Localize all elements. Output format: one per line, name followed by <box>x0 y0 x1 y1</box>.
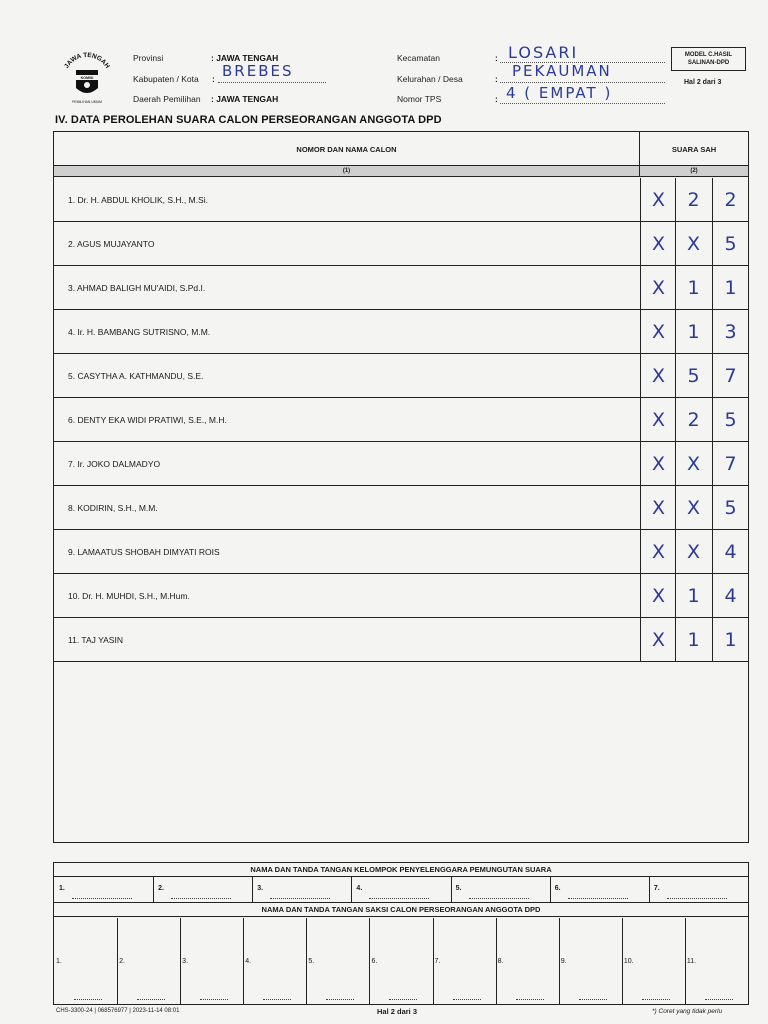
kpps-signature-cell <box>54 877 153 903</box>
col-header-votes: SUARA SAH <box>671 144 717 154</box>
vote-table-number-row <box>54 166 748 177</box>
column-divider <box>622 918 623 1004</box>
candidate-row <box>54 354 748 398</box>
kpps-signature-cell <box>550 877 649 903</box>
column-divider <box>153 877 154 903</box>
vote-digit: 1 <box>724 629 737 651</box>
header-page-number: Hal 2 dari 3 <box>684 79 722 86</box>
kpps-signature-cell <box>252 877 351 903</box>
column-divider <box>351 877 352 903</box>
footer-note: *) Coret yang tidak perlu <box>652 1008 723 1015</box>
saksi-number: 1. <box>56 958 62 965</box>
kabupaten-handwritten: BREBES <box>222 62 294 80</box>
candidate-row <box>54 178 748 222</box>
saksi-number: 11. <box>686 958 697 965</box>
saksi-number: 4. <box>245 958 252 965</box>
vote-digit: X <box>651 541 666 563</box>
kpps-signature-cell <box>351 877 450 903</box>
signature-dots <box>453 999 481 1000</box>
candidate-name: 11. TAJ YASIN <box>68 635 123 645</box>
vote-table-header <box>54 132 748 166</box>
logo-bottom-text: PEMILIHAN UMUM <box>72 100 102 104</box>
saksi-number: 10. <box>623 958 634 965</box>
candidate-row <box>54 310 748 354</box>
logo-top-text: JAWA TENGAH <box>63 51 111 70</box>
saksi-signature-row <box>54 918 748 1004</box>
vote-digit: X <box>651 497 666 519</box>
signature-dots <box>137 999 165 1000</box>
column-divider <box>369 918 370 1004</box>
col-number-votes: (2) <box>690 168 698 174</box>
vote-digit: 1 <box>687 321 700 343</box>
signature-dots <box>516 999 544 1000</box>
kelurahan-dots <box>500 82 665 83</box>
tps-prefix: : <box>495 94 498 104</box>
vote-digit: 1 <box>687 585 700 607</box>
candidate-row <box>54 486 748 530</box>
tps-label: Nomor TPS <box>397 94 442 104</box>
kpps-number: 1. <box>59 885 65 892</box>
tps-handwritten: 4 ( EMPAT ) <box>506 84 613 102</box>
candidate-name: 5. CASYTHA A. KATHMANDU, S.E. <box>68 371 204 381</box>
vote-digit: X <box>651 233 666 255</box>
logo-band-text: KOMISI <box>80 76 94 80</box>
vote-digit: X <box>651 629 666 651</box>
kpps-number: 7. <box>653 885 660 892</box>
kpps-number: 3. <box>257 885 264 892</box>
vote-digit: X <box>651 453 666 475</box>
column-divider <box>559 918 560 1004</box>
vote-digit: 2 <box>687 189 700 211</box>
vote-digit: 1 <box>687 277 700 299</box>
saksi-signature-cell <box>559 918 622 1004</box>
kpps-number: 5. <box>455 885 462 892</box>
vote-digit: X <box>686 453 701 475</box>
vote-digit: 5 <box>687 365 700 387</box>
column-divider <box>180 918 181 1004</box>
candidate-name: 10. Dr. H. MUHDI, S.H., M.Hum. <box>68 591 190 601</box>
dapil-value: : JAWA TENGAH <box>211 94 279 104</box>
candidate-name: 4. Ir. H. BAMBANG SUTRISNO, M.M. <box>68 327 211 337</box>
vote-digit: 2 <box>724 189 737 211</box>
saksi-signature-cell <box>180 918 243 1004</box>
vote-digit: 1 <box>687 629 700 651</box>
saksi-signature-cell <box>54 918 117 1004</box>
vote-digit: X <box>651 409 666 431</box>
saksi-signature-cell <box>433 918 496 1004</box>
vote-digit: X <box>651 585 666 607</box>
vote-digit: 7 <box>724 365 737 387</box>
vote-digit: 7 <box>724 453 737 475</box>
signature-dots <box>263 999 291 1000</box>
vote-table <box>53 131 749 843</box>
signature-dots <box>667 898 727 899</box>
candidate-name: 8. KODIRIN, S.H., M.M. <box>68 503 158 513</box>
candidate-row <box>54 442 748 486</box>
candidate-row <box>54 530 748 574</box>
dapil-label: Daerah Pemilihan <box>133 94 201 104</box>
kelurahan-prefix: : <box>495 74 498 84</box>
vote-digit: 5 <box>724 233 737 255</box>
saksi-signature-cell <box>369 918 432 1004</box>
vote-digit: 1 <box>724 277 737 299</box>
section-title: IV. DATA PEROLEHAN SUARA CALON PERSEORANGAN ANGGOTA DPD <box>55 114 442 126</box>
kpps-number: 6. <box>554 885 561 892</box>
model-line1: MODEL C.HASIL <box>684 52 733 58</box>
saksi-signature-cell <box>685 918 748 1004</box>
kecamatan-prefix: : <box>495 53 498 63</box>
signature-dots <box>389 999 417 1000</box>
candidate-name: 9. LAMAATUS SHOBAH DIMYATI ROIS <box>68 547 220 557</box>
saksi-number: 3. <box>182 958 189 965</box>
model-box <box>671 47 746 71</box>
signature-dots <box>469 898 529 899</box>
signature-dots <box>705 999 733 1000</box>
column-divider <box>433 918 434 1004</box>
signature-dots <box>369 898 429 899</box>
kelurahan-label: Kelurahan / Desa <box>397 74 463 84</box>
kecamatan-handwritten: LOSARI <box>508 43 579 62</box>
saksi-title: NAMA DAN TANDA TANGAN SAKSI CALON PERSEORANGAN ANGGOTA DPD <box>54 903 748 917</box>
vote-digit: 5 <box>724 497 737 519</box>
candidate-row <box>54 574 748 618</box>
kpps-signature-cell <box>649 877 748 903</box>
vote-digit: 3 <box>724 321 737 343</box>
saksi-signature-cell <box>496 918 559 1004</box>
candidate-name: 7. Ir. JOKO DALMADYO <box>68 459 161 469</box>
vote-digit: X <box>651 365 666 387</box>
candidate-row <box>54 266 748 310</box>
signature-dots <box>74 999 102 1000</box>
vote-digit: 4 <box>724 585 737 607</box>
column-divider <box>252 877 253 903</box>
saksi-number: 2. <box>119 958 125 965</box>
signature-dots <box>642 999 670 1000</box>
candidate-row <box>54 618 748 662</box>
saksi-signature-cell <box>306 918 369 1004</box>
vote-digit: X <box>686 233 701 255</box>
column-divider <box>451 877 452 903</box>
kpps-signature-row <box>54 877 748 903</box>
signature-dots <box>72 898 132 899</box>
kecamatan-label: Kecamatan <box>397 53 440 63</box>
candidate-name: 2. AGUS MUJAYANTO <box>68 239 155 249</box>
vote-digit: X <box>651 189 666 211</box>
saksi-signature-cell <box>117 918 180 1004</box>
candidate-row <box>54 398 748 442</box>
model-line2: SALINAN-DPD <box>687 60 730 66</box>
saksi-signature-cell <box>622 918 685 1004</box>
vote-digit: X <box>651 277 666 299</box>
signature-dots <box>270 898 330 899</box>
column-divider <box>306 918 307 1004</box>
kpps-number: 4. <box>356 885 363 892</box>
provinsi-label: Provinsi <box>133 53 164 63</box>
vote-digit: 5 <box>724 409 737 431</box>
column-divider <box>649 877 650 903</box>
kabupaten-prefix: : <box>212 74 215 84</box>
column-divider <box>496 918 497 1004</box>
kpps-signature-cell <box>153 877 252 903</box>
column-divider <box>550 877 551 903</box>
candidate-row <box>54 222 748 266</box>
vote-digit: 4 <box>724 541 737 563</box>
column-divider <box>243 918 244 1004</box>
signature-dots <box>326 999 354 1000</box>
column-divider <box>685 918 686 1004</box>
vote-digit: X <box>686 497 701 519</box>
saksi-number: 9. <box>560 958 567 965</box>
candidate-name: 3. AHMAD BALIGH MU'AIDI, S.Pd.I. <box>68 283 206 293</box>
signature-dots <box>171 898 231 899</box>
provinsi-value: : JAWA TENGAH <box>211 53 279 63</box>
kpps-number: 2. <box>158 885 164 892</box>
signature-dots <box>200 999 228 1000</box>
candidate-name: 1. Dr. H. ABDUL KHOLIK, S.H., M.Si. <box>68 195 208 205</box>
signature-table <box>53 862 749 1005</box>
saksi-number: 5. <box>308 958 315 965</box>
footer-code: CHS-3300-24 | 068576977 | 2023-11-14 08:01 <box>56 1008 180 1014</box>
signature-dots <box>568 898 628 899</box>
kpps-signature-cell <box>451 877 550 903</box>
signature-dots <box>579 999 607 1000</box>
tps-dots <box>500 103 665 104</box>
kpps-title: NAMA DAN TANDA TANGAN KELOMPOK PENYELENGGARA PEMUNGUTAN SUARA <box>54 863 748 877</box>
kabupaten-dots <box>218 82 326 83</box>
kelurahan-handwritten: PEKAUMAN <box>512 62 612 80</box>
saksi-number: 8. <box>497 958 504 965</box>
svg-text:JAWA TENGAH <box>63 52 111 70</box>
footer-page-number: Hal 2 dari 3 <box>377 1007 418 1016</box>
vote-digit: X <box>651 321 666 343</box>
col-header-name: NOMOR DAN NAMA CALON <box>54 132 640 166</box>
column-divider <box>117 918 118 1004</box>
candidate-name: 6. DENTY EKA WIDI PRATIWI, S.E., M.H. <box>68 415 227 425</box>
kpu-seal-icon <box>56 48 118 110</box>
vote-digit: X <box>686 541 701 563</box>
kabupaten-label: Kabupaten / Kota <box>133 74 199 84</box>
saksi-number: 7. <box>434 958 441 965</box>
saksi-signature-cell <box>243 918 306 1004</box>
saksi-number: 6. <box>371 958 378 965</box>
col-number-name: (1) <box>54 166 640 176</box>
vote-digit: 2 <box>687 409 700 431</box>
